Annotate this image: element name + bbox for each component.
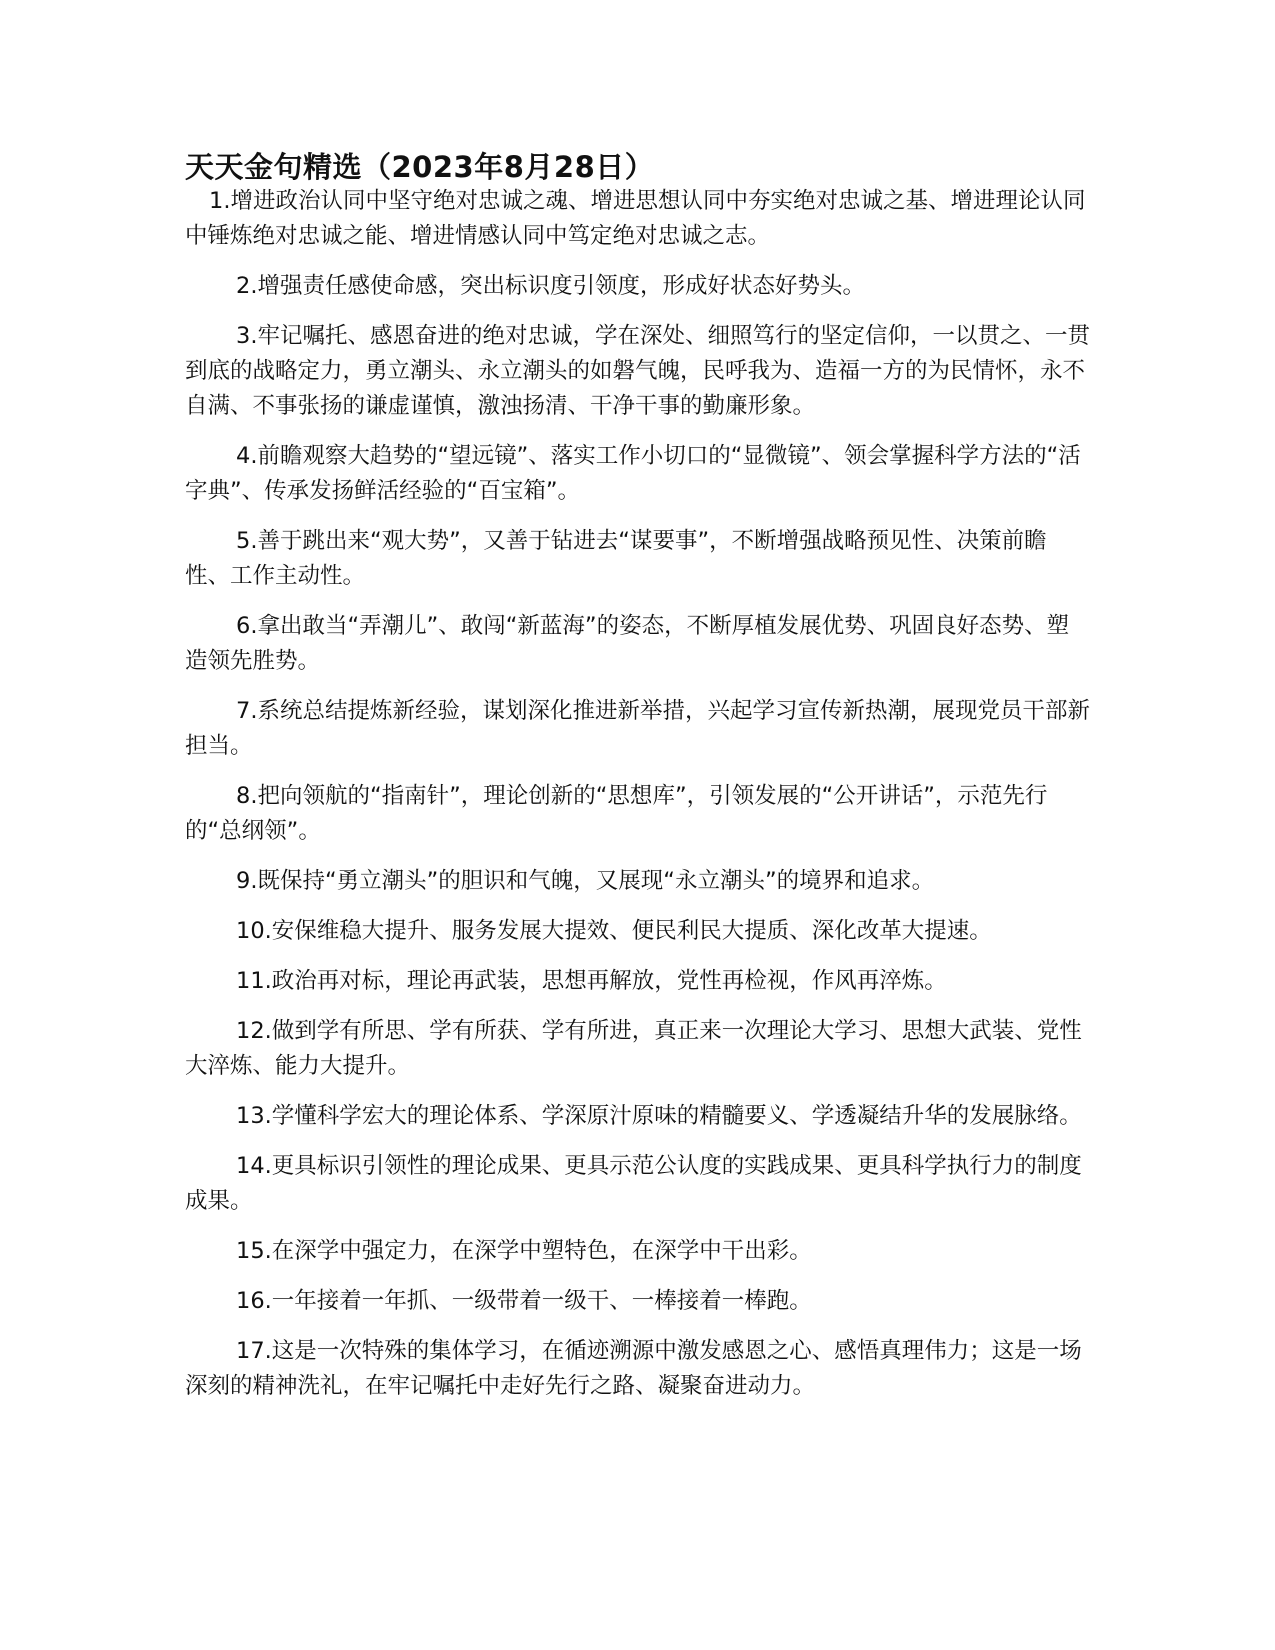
document-body [185,148,1090,1419]
quote-item-10: 10.安保维稳大提升、服务发展大提效、便民利民大提质、深化改革大提速。 [236,918,992,944]
quote-item-14: 14.更具标识引领性的理论成果、更具示范公认度的实践成果、更具科学执行力的制度成果。 [185,1153,1082,1214]
quote-item-16: 16.一年接着一年抓、一级带着一级干、一棒接着一棒跑。 [236,1288,812,1314]
quote-item-4: 4.前瞻观察大趋势的“望远镜”、落实工作小切口的“显微镜”、领会掌握科学方法的“活字典”、传承发扬鲜活经验的“百宝箱”。 [185,443,1081,504]
quote-item-7: 7.系统总结提炼新经验，谋划深化推进新举措，兴起学习宣传新热潮，展现党员干部新担当。 [185,698,1090,759]
quote-item-1: 1.增进政治认同中坚守绝对忠诚之魂、增进思想认同中夯实绝对忠诚之基、增进理论认同中锤炼绝对忠诚之能、增进情感认同中笃定绝对忠诚之志。 [185,188,1086,249]
quote-item-17: 17.这是一次特殊的集体学习，在循迹溯源中激发感恩之心、感悟真理伟力；这是一场深刻的精神洗礼，在牢记嘱托中走好先行之路、凝聚奋进动力。 [185,1338,1082,1399]
quote-item-2: 2.增强责任感使命感，突出标识度引领度，形成好状态好势头。 [236,273,865,299]
quote-item-9: 9.既保持“勇立潮头”的胆识和气魄，又展现“永立潮头”的境界和追求。 [236,868,935,894]
quote-item-15: 15.在深学中强定力，在深学中塑特色，在深学中干出彩。 [236,1238,812,1264]
quote-item-12: 12.做到学有所思、学有所获、学有所进，真正来一次理论大学习、思想大武装、党性大淬炼、能力大提升。 [185,1018,1082,1079]
quote-item-5: 5.善于跳出来“观大势”，又善于钻进去“谋要事”，不断增强战略预见性、决策前瞻性、工作主动性。 [185,528,1047,589]
quote-item-8: 8.把向领航的“指南针”，理论创新的“思想库”，引领发展的“公开讲话”，示范先行的“总纲领”。 [185,783,1048,844]
quote-item-6: 6.拿出敢当“弄潮儿”、敢闯“新蓝海”的姿态，不断厚植发展优势、巩固良好态势、塑造领先胜势。 [185,613,1070,674]
quote-item-3: 3.牢记嘱托、感恩奋进的绝对忠诚，学在深处、细照笃行的坚定信仰，一以贯之、一贯到底的战略定力，勇立潮头、永立潮头的如磐气魄，民呼我为、造福一方的为民情怀，永不自满、不事张扬的谦虚谨慎，激浊扬清、干净干事的勤廉形象。 [185,323,1090,419]
quote-item-11: 11.政治再对标，理论再武装，思想再解放，党性再检视，作风再淬炼。 [236,968,947,994]
document-title: 天天金句精选（2023年8月28日） [185,150,655,184]
quote-item-13: 13.学懂科学宏大的理论体系、学深原汁原味的精髓要义、学透凝结升华的发展脉络。 [236,1103,1082,1129]
